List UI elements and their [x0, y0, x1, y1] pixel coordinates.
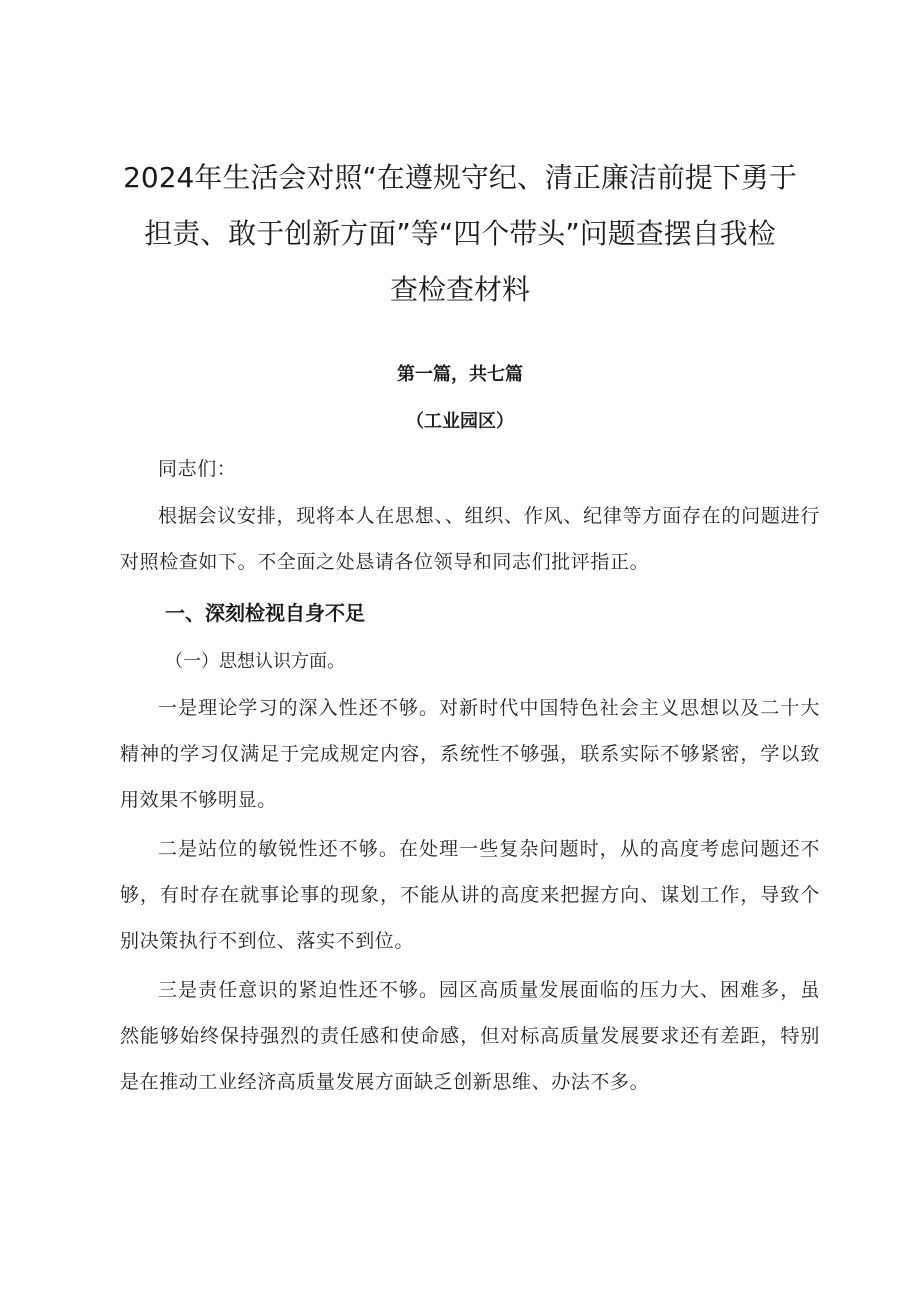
title-line-1: 2024年生活会对照“在遵规守纪、清正廉洁前提下勇于: [123, 161, 797, 194]
paragraph-text: 一是理论学习的深入性还不够。对新时代中国特色社会主义思想以及二十大精神的学习仅满足于完成规定内容，系统性不够强，联系实际不够紧密，学以致用效果不够明显。: [120, 697, 820, 811]
body-paragraph-1: [120, 685, 820, 823]
document-title: [100, 150, 820, 318]
title-line-2: 担责、敢于创新方面”等“四个带头”问题查摆自我检: [144, 217, 776, 250]
subsection-heading: （一）思想认识方面。: [165, 651, 345, 672]
intro-paragraph: [120, 493, 820, 585]
paragraph-text: 三是责任意识的紧迫性还不够。园区高质量发展面临的压力大、困难多，虽然能够始终保持强烈的责任感和使命感，但对标高质量发展要求还有差距，特别是在推动工业经济高质量发展方面缺乏创新思维、办法不多。: [120, 979, 820, 1093]
paragraph-text: 二是站位的敏锐性还不够。在处理一些复杂问题时，从的高度考虑问题还不够，有时存在就事论事的现象，不能从讲的高度来把握方向、谋划工作，导致个别决策执行不到位、落实不到位。: [120, 838, 820, 952]
body-paragraph-3: [120, 967, 820, 1105]
unit-label: （工业园区）: [406, 411, 514, 432]
series-label: 第一篇，共七篇: [397, 364, 523, 385]
greeting: [120, 446, 820, 492]
section-heading: 一、深刻检视自身不足: [165, 601, 365, 625]
intro-text: 根据会议安排，现将本人在思想、、组织、作风、纪律等方面存在的问题进行对照检查如下。不全面之处恳请各位领导和同志们批评指正。: [120, 505, 820, 573]
body-paragraph-2: [120, 826, 820, 964]
title-line-3: 查检查材料: [389, 273, 530, 306]
greeting-text: 同志们：: [158, 458, 237, 480]
